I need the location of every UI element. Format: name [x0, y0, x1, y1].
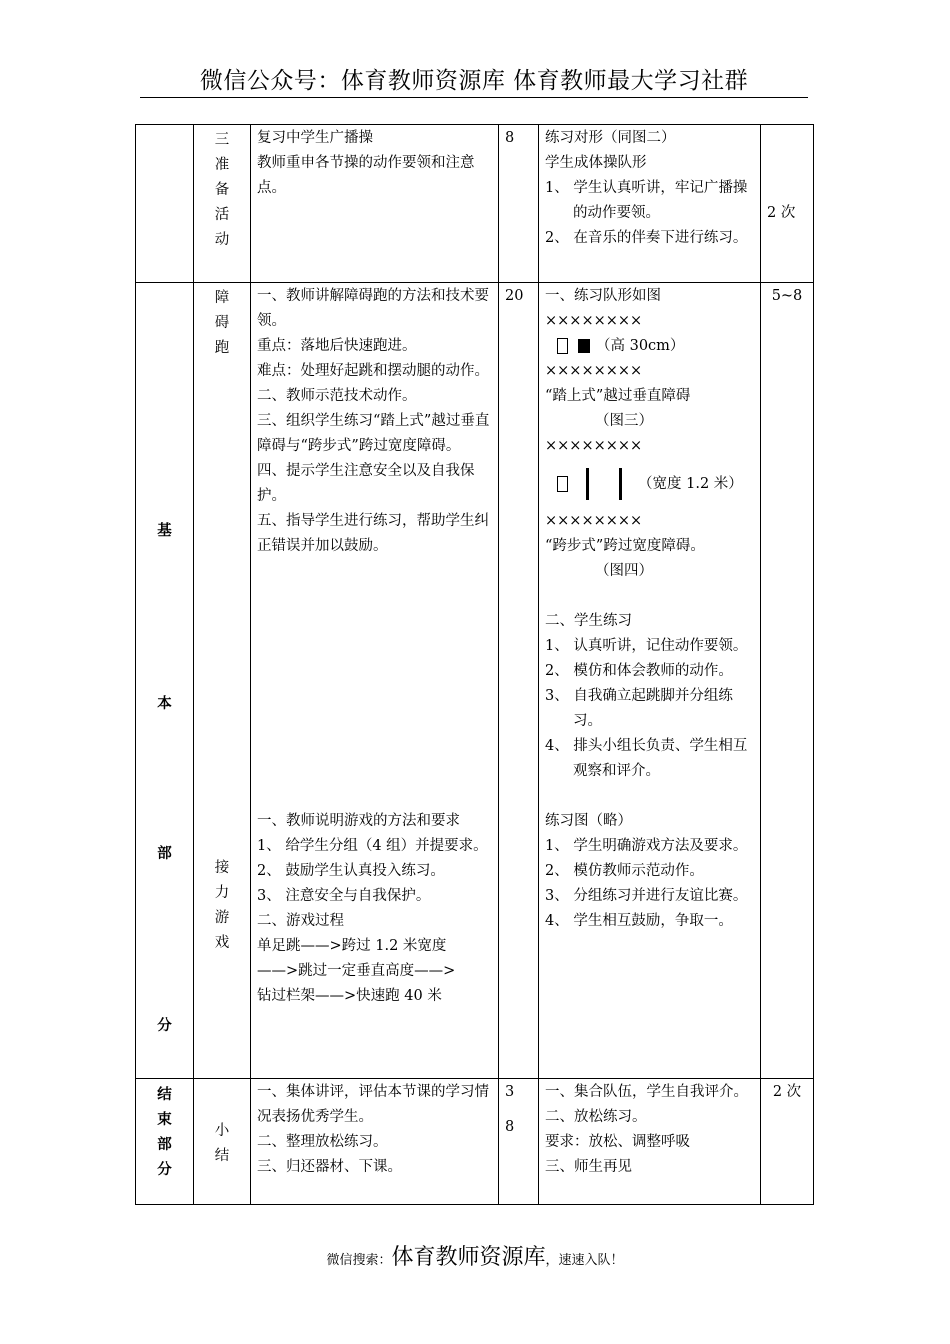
end-part-label: 结束部分 [157, 1086, 172, 1178]
hurdle-content-line: 二、教师示范技术动作。 [257, 388, 417, 404]
main-row [136, 283, 814, 1079]
end-content-line: 三、归还器材、下课。 [257, 1159, 402, 1175]
relay-content-item: 1、 给学生分组（4 组）并提要求。 [257, 838, 488, 854]
practice-item: 1、 认真听讲，记住动作要领。 [545, 638, 748, 654]
figure-three-name: （图三） [595, 413, 653, 429]
relay-section-label: 接力游戏 [214, 860, 230, 951]
start-marker-icon [557, 476, 568, 492]
prep-row [136, 125, 814, 283]
width-line-icon [586, 468, 589, 500]
hurdle-content-line: 四、提示学生注意安全以及自我保护。 [257, 463, 475, 504]
prep-activity-line: 学生成体操队形 [545, 155, 647, 171]
main-part-cell [136, 283, 194, 1079]
prep-content-line: 教师重申各节操的动作要领和注意点。 [257, 155, 475, 196]
relay-time: 8 [505, 1119, 515, 1135]
hurdle-content-line: 一、教师讲解障碍跑的方法和技术要领。 [257, 288, 489, 329]
student-row: ×××××××× [545, 513, 643, 529]
figure-three-caption: “踏上式”越过垂直障碍 [545, 388, 691, 404]
end-time: 3 [499, 1079, 539, 1205]
prep-activity-line: 练习对形（同图二） [545, 130, 676, 146]
practice-item: 3、 自我确立起跳脚并分组练习。 [545, 688, 733, 729]
relay-activity-item: 1、 学生明确游戏方法及要求。 [545, 838, 748, 854]
figure-four-caption: “跨步式”跨过宽度障碍。 [545, 538, 705, 554]
figure-four [545, 459, 754, 509]
width-line-icon [619, 468, 622, 500]
hurdle-time: 20 [505, 288, 524, 304]
footer-prefix: 微信搜索： [326, 1253, 392, 1268]
student-row: ×××××××× [545, 363, 643, 379]
main-time [499, 283, 539, 1135]
end-row [136, 1079, 814, 1205]
main-part-char: 本 [157, 695, 172, 712]
figure-three [545, 334, 754, 359]
footer-suffix: ，速速入队！ [545, 1253, 624, 1268]
figure-four-name: （图四） [595, 563, 653, 579]
relay-process-line: 钻过栏架——>快速跑 40 米 [257, 988, 442, 1004]
end-content-line: 二、整理放松练习。 [257, 1134, 388, 1150]
hurdle-content-line: 三、组织学生练习“踏上式”越过垂直障碍与“跨步式”跨过宽度障碍。 [257, 413, 490, 454]
vertical-obstacle-icon [578, 339, 590, 353]
prep-activity-item: 2、 在音乐的伴奏下进行练习。 [545, 230, 748, 246]
prep-part-cell [136, 125, 194, 283]
end-activity-line: 一、集合队伍，学生自我评介。 [545, 1084, 748, 1100]
start-marker-icon [557, 338, 568, 354]
end-content-line: 一、集体讲评，评估本节课的学习情况表扬优秀学生。 [257, 1084, 489, 1125]
prep-section-label: 三准备活动 [214, 132, 230, 248]
footer-name: 体育教师资源库 [391, 1245, 546, 1270]
page-header: 微信公众号：体育教师资源库 体育教师最大学习社群 [140, 62, 808, 98]
relay-activity-item: 3、 分组练习并进行友谊比赛。 [545, 888, 748, 904]
prep-content [251, 125, 499, 283]
main-activity [539, 283, 761, 1079]
relay-content-title: 一、教师说明游戏的方法和要求 [257, 813, 460, 829]
practice-title: 二、学生练习 [545, 613, 632, 629]
main-content [251, 283, 499, 1079]
prep-time: 8 [499, 125, 539, 283]
prep-content-line: 复习中学生广播操 [257, 130, 373, 146]
hurdle-content-line: 五、指导学生进行练习，帮助学生纠正错误并加以鼓励。 [257, 513, 489, 554]
relay-content-item: 3、 注意安全与自我保护。 [257, 888, 431, 904]
relay-process-title: 二、游戏过程 [257, 913, 344, 929]
prep-reps: 2 次 [761, 125, 814, 283]
relay-activity-title: 练习图（略） [545, 813, 632, 829]
main-part-char: 分 [157, 1017, 172, 1034]
main-section [194, 283, 251, 1079]
prep-activity-item: 1、 学生认真听讲，牢记广播操的动作要领。 [545, 180, 748, 221]
hurdle-section-label: 障碍跑 [214, 290, 230, 356]
end-activity [539, 1079, 761, 1205]
end-part-cell [136, 1079, 194, 1205]
relay-activity-item: 4、 学生相互鼓励，争取一。 [545, 913, 733, 929]
end-activity-line: 要求：放松、调整呼吸 [545, 1134, 690, 1150]
figure-three-label: （高 30cm） [596, 338, 685, 354]
end-activity-line: 三、师生再见 [545, 1159, 632, 1175]
page-footer [0, 1240, 950, 1271]
hurdle-content-line: 难点：处理好起跳和摆动腿的动作。 [257, 363, 489, 379]
practice-item: 4、 排头小组长负责、学生相互观察和评介。 [545, 738, 748, 779]
hurdle-content-line: 重点：落地后快速跑进。 [257, 338, 417, 354]
relay-process-line: 单足跳——>跨过 1.2 米宽度 [257, 938, 447, 954]
formation-title: 一、练习队形如图 [545, 288, 661, 304]
figure-four-label: （宽度 1.2 米） [638, 476, 743, 492]
end-activity-line: 二、放松练习。 [545, 1109, 647, 1125]
student-row: ×××××××× [545, 438, 643, 454]
lesson-plan-table [135, 124, 814, 1205]
relay-activity-item: 2、 模仿教师示范动作。 [545, 863, 704, 879]
main-part-char: 基 [157, 522, 172, 539]
end-section [194, 1079, 251, 1205]
student-row: ×××××××× [545, 313, 643, 329]
main-part-char: 部 [157, 845, 172, 862]
end-reps: 2 次 [761, 1079, 814, 1205]
hurdle-reps: 5~8 [761, 283, 814, 1079]
prep-activity [539, 125, 761, 283]
practice-item: 2、 模仿和体会教师的动作。 [545, 663, 733, 679]
end-content [251, 1079, 499, 1205]
prep-section [194, 125, 251, 283]
relay-content-item: 2、 鼓励学生认真投入练习。 [257, 863, 445, 879]
relay-process-line: ——>跳过一定垂直高度——> [257, 963, 456, 979]
end-section-label: 小结 [214, 1123, 230, 1164]
